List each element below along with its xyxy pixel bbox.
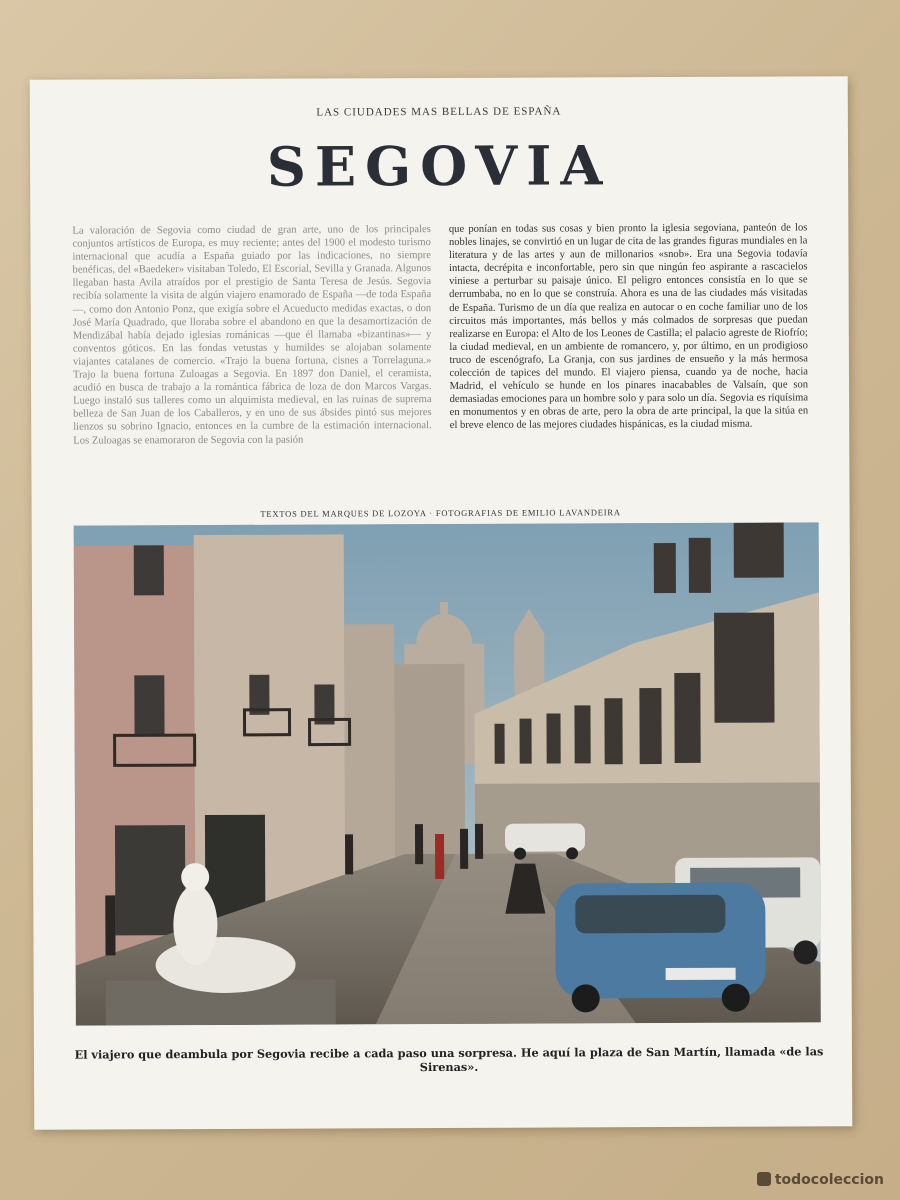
photo-caption: El viajero que deambula por Segovia recibe a cada paso una sorpresa. He aquí la plaza de San Martín, llamada «de las Sirenas».	[74, 1044, 824, 1075]
watermark	[757, 1172, 884, 1188]
article-column-right: que ponían en todas sus cosas y bien pronto la iglesia segoviana, panteón de los nobles linajes, se convirtió en un lugar de cita de las grandes figuras mundiales en la literatura y de las artes y aun de millonarios «snob». Era una Segovia todavía intacta, decrépita e inconfortable, pero sin que ningún feo aspirante a rascacielos viniese a perturbar su paisaje único. El peligro entonces consistía en lo que se derrumbaba, no en lo que se construía. Ahora es una de las ciudades más visitadas de España. Turismo de un día que realiza en autocar o en coche familiar uno de los circuitos más importantes, más bellos y más colmados de sorpresas que puedan realizarse en Europa: el Alto de los Leones de Castilla; el palacio agreste de Riofrío; la ciudad medieval, en un ambiente de romancero, y, por último, en un prodigioso truco de escenógrafo, La Granja, con sus jardines de ensueño y la más hermosa colección de tapices del mundo. El viajero piensa, cuando ya de noche, hacia Madrid, el vehículo se hunde en los pinares inacabables de Valsaín, que son demasiadas emociones para un hombre solo y para solo un día. Segovia es riquísima en monumentos y en obras de arte, pero la obra de arte principal, la que la sitúa en el breve elenco de las mejores ciudades hispánicas, es la ciudad misma.	[448, 222, 809, 432]
watermark-logo-icon	[757, 1172, 771, 1186]
article-title: SEGOVIA	[266, 133, 612, 199]
street-photo	[74, 522, 821, 1025]
magazine-page	[30, 76, 853, 1130]
plaza-san-martin-illustration	[74, 522, 821, 1025]
article-kicker: LAS CIUDADES MAS BELLAS DE ESPAÑA	[316, 105, 562, 119]
article-body	[72, 221, 808, 504]
article-column-left: La valoración de Segovia como ciudad de gran arte, uno de los principales conjuntos artísticos de Europa, es muy reciente; antes del 1900 el modesto turismo internacional que acudía a España guiado por las indicaciones, no siempre benéficas, del «Baedeker» visitaban Toledo, El Escorial, Sevilla y Granada. Algunos llegaban hasta Avila atraídos por el prestigio de Santa Teresa de Jesús. Segovia recibía solamente la visita de algún viajero enamorado de España —de toda España—, como don Antonio Ponz, que exigía sobre el Acueducto medidas exactas, o don José María Quadrado, que lloraba sobre el abandono en que la desamortización de Mendizábal había dejado iglesias románicas —que él llamaba «bizantinas»— y conventos góticos. En las fondas vetustas y humildes se alojaban solamente viajantes catalanes de comercio. «Trajo la buena fortuna, cisnes a Torrelaguna.» Trajo la buena fortuna Zuloagas a Segovia. En 1897 don Daniel, el ceramista, acudió en busca de trabajo a la romántica fábrica de loza de don Marcos Vargas. Luego instaló sus talleres como un alquimista medieval, en las ruinas de suprema belleza de San Juan de los Caballeros, y en uno de sus ábsides pintó sus mejores lienzos su sobrino Ignacio, entonces en la cumbre de la estimación internacional. Los Zuloagas se enamoraron de Segovia con la pasión	[72, 224, 432, 447]
blue-car	[555, 883, 766, 1013]
watermark-text: todocoleccion	[774, 1172, 884, 1188]
article-credit: TEXTOS DEL MARQUES DE LOZOYA · FOTOGRAFIAS DE EMILIO LAVANDEIRA	[260, 507, 621, 519]
